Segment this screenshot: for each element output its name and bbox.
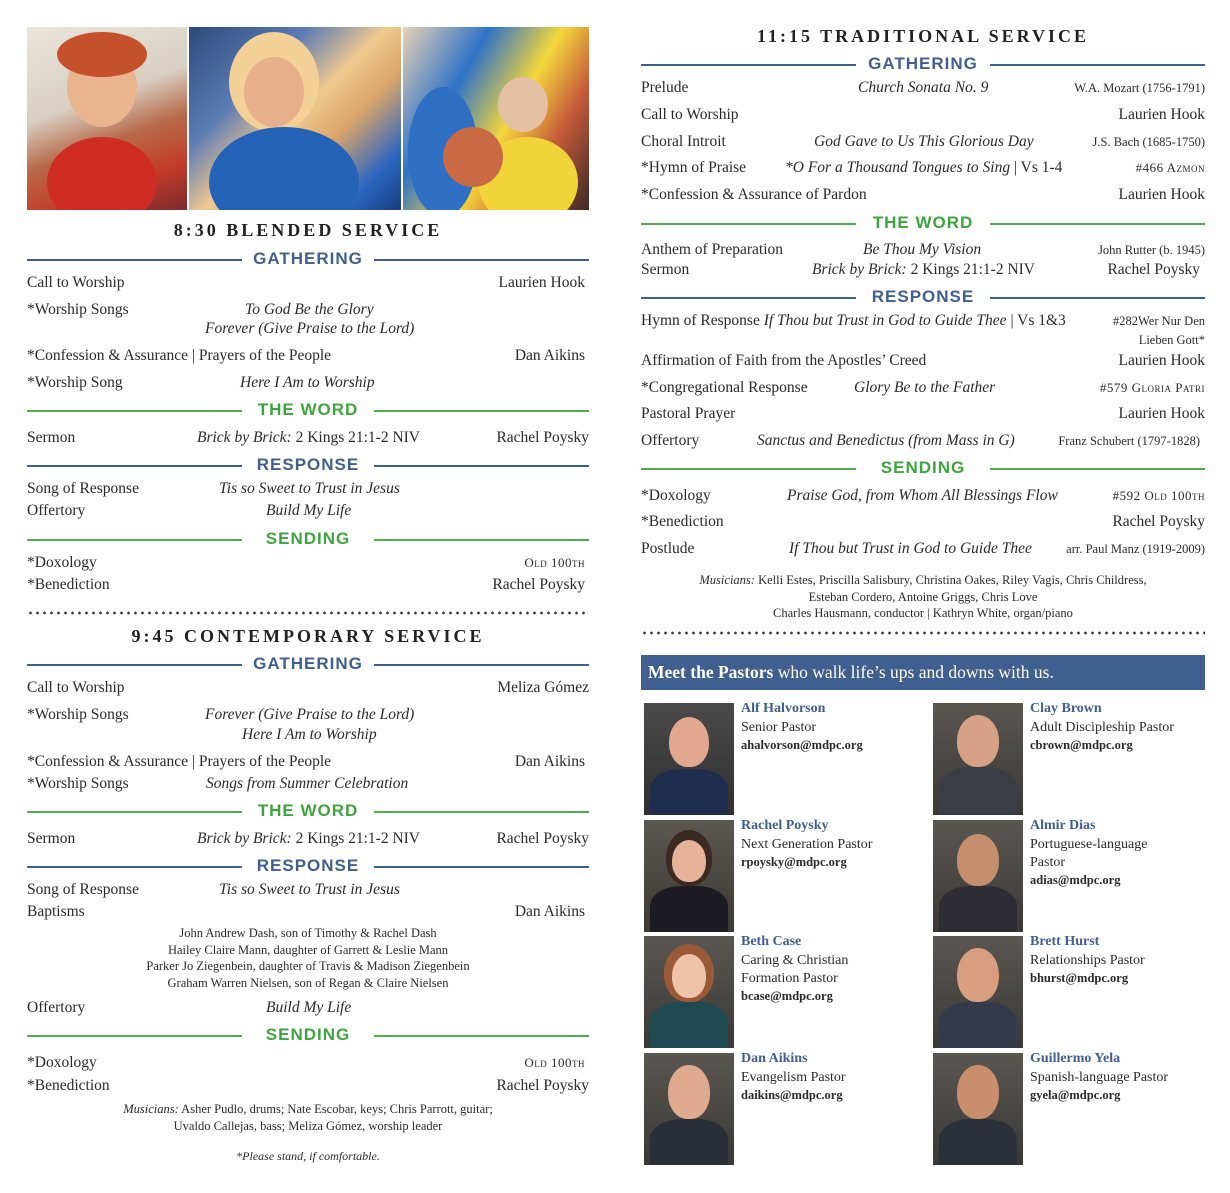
traditional-musicians: Musicians: Kelli Estes, Priscilla Salisbury, Christina Oakes, Riley Vagis, Chris Childress, Esteban Cordero, Antoine Griggs, Chris Love Charles Hausmann, conductor | Kathryn White, organ/piano (699, 573, 1147, 620)
blended-offertory: Offertory Build My Life (27, 502, 352, 519)
traditional-benediction: *Benediction Rachel Poysky (641, 513, 1205, 530)
stand-note: *Please stand, if comfortable. (236, 1149, 380, 1163)
pastor-photo (644, 703, 734, 815)
traditional-postlude: Postlude If Thou but Trust in God to Guide Thee arr. Paul Manz (1919-2009) (641, 540, 1205, 557)
pastor-photo (933, 703, 1023, 815)
pastor-photo (644, 820, 734, 932)
pastor-email[interactable]: rpoysky@mdpc.org (741, 855, 847, 869)
pastor-email[interactable]: ahalvorson@mdpc.org (741, 738, 863, 752)
pastor-email[interactable]: cbrown@mdpc.org (1030, 738, 1133, 752)
hero-photo-strip (27, 27, 589, 210)
traditional-hymn-of-response: Hymn of Response If Thou but Trust in God to Guide Thee | Vs 1&3 #282Wer Nur Den (641, 312, 1205, 329)
pastor-card: Dan Aikins Evangelism Pastor daikins@mdpc.org (644, 1053, 924, 1165)
pastor-card: Guillermo Yela Spanish-language Pastor gyela@mdpc.org (933, 1053, 1213, 1165)
contemporary-baptisms: Baptisms Dan Aikins (27, 903, 585, 920)
pastor-card: Clay Brown Adult Discipleship Pastor cbrown@mdpc.org (933, 703, 1213, 815)
pastor-email[interactable]: daikins@mdpc.org (741, 1088, 843, 1102)
pastor-photo (644, 936, 734, 1048)
traditional-sending-header: SENDING (641, 457, 1205, 479)
contemporary-call-to-worship: Call to Worship Meliza Gómez (27, 679, 589, 696)
blended-sermon: Sermon Brick by Brick: 2 Kings 21:1-2 NIV Rachel Poysky (27, 429, 589, 446)
contemporary-sermon: Sermon Brick by Brick: 2 Kings 21:1-2 NIV Rachel Poysky (27, 830, 589, 847)
pastor-email[interactable]: adias@mdpc.org (1030, 873, 1121, 887)
contemporary-response-header: RESPONSE (27, 855, 589, 877)
baptism-entry: Hailey Claire Mann, daughter of Garrett & Leslie Mann (167, 942, 449, 957)
blended-worship-songs: *Worship Songs To God Be the Glory (27, 301, 374, 318)
pastor-photo (644, 1053, 734, 1165)
contemporary-doxology: *Doxology Old 100th (27, 1054, 585, 1071)
blended-benediction: *Benediction Rachel Poysky (27, 576, 585, 593)
contemporary-sending-header: SENDING (27, 1024, 589, 1046)
blended-service-title: 8:30 BLENDED SERVICE (173, 220, 443, 240)
traditional-pastoral-prayer: Pastoral Prayer Laurien Hook (641, 405, 1205, 422)
pastor-card: Almir Dias Portuguese-language Pastor adias@mdpc.org (933, 820, 1213, 932)
contemporary-word-header: THE WORD (27, 800, 589, 822)
blended-response-header: RESPONSE (27, 454, 589, 476)
blended-doxology: *Doxology Old 100th (27, 554, 585, 571)
pastor-photo (933, 936, 1023, 1048)
meet-the-pastors-banner: Meet the Pastors who walk life’s ups and downs with us. (641, 655, 1205, 690)
traditional-doxology: *Doxology Praise God, from Whom All Blessings Flow #592 Old 100th (641, 487, 1205, 504)
traditional-call-to-worship: Call to Worship Laurien Hook (641, 106, 1205, 123)
contemporary-offertory: Offertory Build My Life (27, 999, 352, 1016)
pastor-email[interactable]: gyela@mdpc.org (1030, 1088, 1121, 1102)
blended-confession: *Confession & Assurance | Prayers of the People Dan Aikins (27, 347, 585, 364)
baptism-entry: Parker Jo Ziegenbein, daughter of Travis & Madison Ziegenbein (146, 959, 470, 973)
contemporary-confession: *Confession & Assurance | Prayers of the People Dan Aikins (27, 753, 585, 770)
blended-worship-song: *Worship Song Here I Am to Worship (27, 374, 375, 391)
traditional-hymn-of-response-tune: Lieben Gott* (1138, 333, 1205, 347)
contemporary-musicians: Musicians: Asher Pudlo, drums; Nate Escobar, keys; Chris Parrott, guitar; Uvaldo Callejas, bass; Meliza Gómez, worship leader (123, 1102, 493, 1133)
section-divider (641, 631, 1205, 635)
contemporary-service-title: 9:45 CONTEMPORARY SERVICE (131, 626, 485, 646)
contemporary-worship-songs: *Worship Songs Forever (Give Praise to the Lord) (27, 706, 415, 723)
section-divider (27, 611, 589, 615)
blended-worship-songs-2: Forever (Give Praise to the Lord) (205, 320, 415, 337)
contemporary-benediction: *Benediction Rachel Poysky (27, 1077, 589, 1094)
contemporary-gathering-header: GATHERING (27, 653, 589, 675)
blended-song-of-response: Song of Response Tis so Sweet to Trust in Jesus (27, 480, 400, 497)
photo-children-craft (403, 27, 589, 210)
pastor-card: Brett Hurst Relationships Pastor bhurst@mdpc.org (933, 936, 1213, 1048)
blended-word-header: THE WORD (27, 399, 589, 421)
traditional-congregational-response: *Congregational Response Glory Be to the Father #579 Gloria Patri (641, 379, 1205, 396)
traditional-hymn-of-praise: *Hymn of Praise *O For a Thousand Tongues to Sing | Vs 1-4 #466 Azmon (641, 159, 1205, 176)
photo-child-goggles (27, 27, 187, 210)
contemporary-worship-songs-summer: *Worship Songs Songs from Summer Celebration (27, 775, 409, 792)
pastor-card: Rachel Poysky Next Generation Pastor rpoysky@mdpc.org (644, 820, 924, 932)
blended-sending-header: SENDING (27, 528, 589, 550)
pastor-email[interactable]: bhurst@mdpc.org (1030, 971, 1129, 985)
blended-call-to-worship: Call to Worship Laurien Hook (27, 274, 585, 291)
traditional-anthem: Anthem of Preparation Be Thou My Vision John Rutter (b. 1945) (641, 241, 1205, 258)
traditional-service-title: 11:15 TRADITIONAL SERVICE (756, 26, 1090, 46)
traditional-word-header: THE WORD (641, 212, 1205, 234)
baptism-list (27, 925, 589, 991)
pastor-email[interactable]: bcase@mdpc.org (741, 989, 833, 1003)
pastor-card: Beth Case Caring & Christian Formation Pastor bcase@mdpc.org (644, 936, 924, 1048)
traditional-confession: *Confession & Assurance of Pardon Laurien Hook (641, 186, 1205, 203)
traditional-response-header: RESPONSE (641, 286, 1205, 308)
contemporary-worship-songs-2: Here I Am to Worship (242, 726, 377, 743)
pastor-card: Alf Halvorson Senior Pastor ahalvorson@mdpc.org (644, 703, 924, 815)
traditional-sermon: Sermon Brick by Brick: 2 Kings 21:1-2 NIV Rachel Poysky (641, 261, 1200, 278)
traditional-gathering-header: GATHERING (641, 53, 1205, 75)
traditional-prelude: Prelude Church Sonata No. 9 W.A. Mozart (1756-1791) (641, 79, 1205, 96)
traditional-offertory: Offertory Sanctus and Benedictus (from Mass in G) Franz Schubert (1797-1828) (641, 432, 1200, 449)
contemporary-song-of-response: Song of Response Tis so Sweet to Trust in Jesus (27, 881, 400, 898)
photo-volunteer-woman (189, 27, 401, 210)
baptism-entry: Graham Warren Nielsen, son of Regan & Claire Nielsen (167, 975, 449, 990)
traditional-affirmation: Affirmation of Faith from the Apostles’ Creed Laurien Hook (641, 352, 1205, 369)
traditional-choral-introit: Choral Introit God Gave to Us This Glorious Day J.S. Bach (1685-1750) (641, 133, 1205, 150)
blended-gathering-header: GATHERING (27, 248, 589, 270)
pastor-photo (933, 820, 1023, 932)
baptism-entry: John Andrew Dash, son of Timothy & Rachel Dash (179, 926, 437, 940)
pastor-photo (933, 1053, 1023, 1165)
